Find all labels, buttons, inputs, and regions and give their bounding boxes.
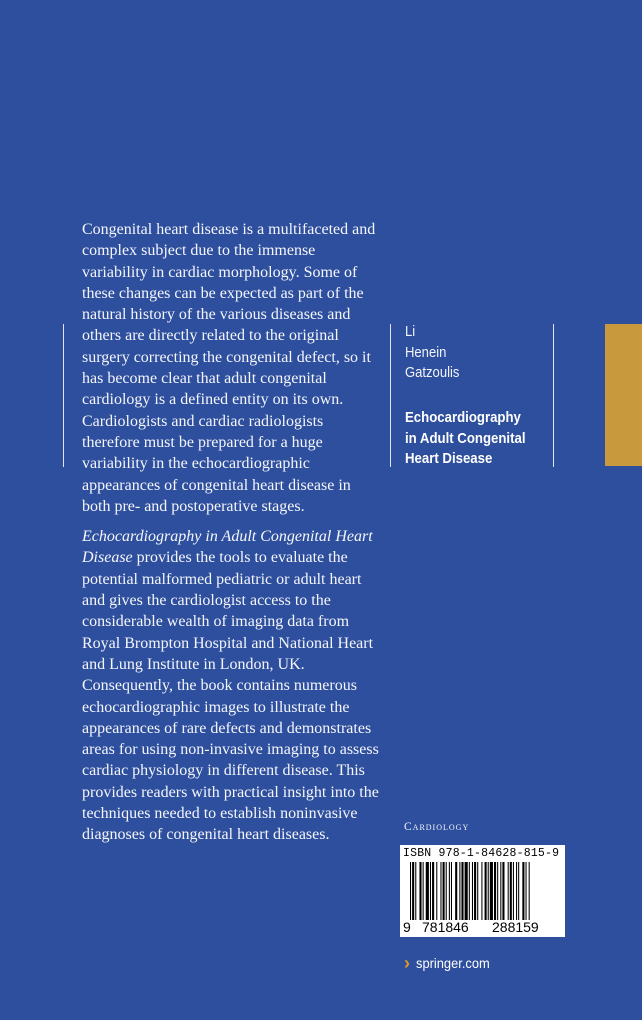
- barcode-bar: [426, 862, 429, 920]
- blurb-paragraph-2: [82, 526, 382, 845]
- barcode-bar: [485, 862, 487, 920]
- barcode-bar: [436, 862, 437, 920]
- isbn-barcode: [400, 845, 565, 937]
- barcode-bar: [497, 862, 498, 920]
- book-title-line: Echocardiography: [405, 409, 521, 426]
- author-divider-right: [553, 324, 554, 467]
- publisher-site-link[interactable]: [404, 955, 496, 971]
- barcode-bar: [461, 862, 463, 920]
- barcode-bar: [449, 862, 450, 920]
- barcode-bar: [459, 862, 460, 920]
- barcode-bar: [415, 862, 416, 920]
- barcode-bar: [526, 862, 527, 920]
- barcode-bar: [510, 862, 512, 920]
- barcode-bar: [419, 862, 421, 920]
- barcode-bar: [451, 862, 452, 920]
- barcode-bar: [410, 862, 411, 920]
- publisher-site-text: springer.com: [416, 955, 490, 971]
- blurb-paragraph-1: Congenital heart disease is a multifaceted and complex subject due to the immense variability in cardiac morphology. Some of these changes can be expected as part of the natural history of the various diseases and others are directly related to the original surgery correcting the congenital defect, so it has become clear that adult congenital cardiology is a defined entity on its own. Cardiologists and cardiac radiologists therefore must be prepared for a huge variability in the echocardiographic appearances of congenital heart disease in both pre- and postoperative stages.: [82, 221, 376, 515]
- barcode-bar: [472, 862, 473, 920]
- barcode-bar: [502, 862, 504, 920]
- barcode-bar: [516, 862, 517, 920]
- barcode-bar: [477, 862, 478, 920]
- barcode-bar: [469, 862, 470, 920]
- book-title-line: in Adult Congenital: [405, 429, 526, 447]
- barcode-bar: [513, 862, 514, 920]
- barcode-bar: [529, 862, 530, 920]
- barcode-bar: [494, 862, 496, 920]
- author-name: Henein: [405, 344, 447, 361]
- barcode-bar: [440, 862, 441, 920]
- chevron-right-icon: ›: [404, 953, 410, 973]
- barcode-bar: [432, 862, 434, 920]
- barcode-bar: [508, 862, 509, 920]
- barcode-bar: [500, 862, 501, 920]
- book-title: [405, 408, 542, 470]
- blurb-paragraph-2-text: provides the tools to evaluate the potential malformed pediatric or adult heart and gives the cardiologist access to the considerable wealth of imaging data from Royal Brompton Hospital and National Heart and Lung Institute in London, UK. Consequently, the book contains numerous echocardiographic images to illustrate the appearances of rare defects and demonstrates areas for using non-invasive imaging to assess cardiac physiology in different disease. This provides readers with practical insight into the techniques needed to establish noninvasive diagnoses of congenital heart diseases.: [82, 549, 379, 844]
- barcode-bar: [518, 862, 519, 920]
- series-label: Cardiology: [404, 821, 470, 833]
- blurb-book-title-italic: Echocardiography in Adult Congenital Heart Disease: [82, 528, 373, 567]
- isbn-digit-group-right: 288159: [492, 919, 539, 935]
- author-name: Gatzoulis: [405, 365, 460, 381]
- back-cover-blurb: [82, 219, 382, 855]
- barcode-bar: [522, 862, 524, 920]
- barcode-bar: [474, 862, 476, 920]
- barcode-bar: [423, 862, 424, 920]
- isbn-label: ISBN 978-1-84628-815-9: [403, 847, 560, 860]
- barcode-bar: [412, 862, 414, 920]
- isbn-digit-group-left: 781846: [422, 919, 469, 935]
- author-divider-left: [390, 324, 391, 467]
- barcode-bar: [481, 862, 482, 920]
- author-name: Li: [405, 324, 416, 340]
- barcode-bars: [410, 862, 558, 920]
- barcode-bar: [446, 862, 447, 920]
- gold-spine-tab: [605, 324, 642, 466]
- author-list: [405, 322, 465, 384]
- left-divider-line: [63, 324, 64, 467]
- book-title-line: Heart Disease: [405, 450, 493, 467]
- barcode-bar: [488, 862, 489, 920]
- barcode-bar: [465, 862, 468, 920]
- isbn-digit-prefix: 9: [403, 919, 411, 935]
- barcode-bar: [443, 862, 445, 920]
- barcode-bar: [455, 862, 457, 920]
- barcode-bar: [430, 862, 431, 920]
- barcode-bar: [490, 862, 493, 920]
